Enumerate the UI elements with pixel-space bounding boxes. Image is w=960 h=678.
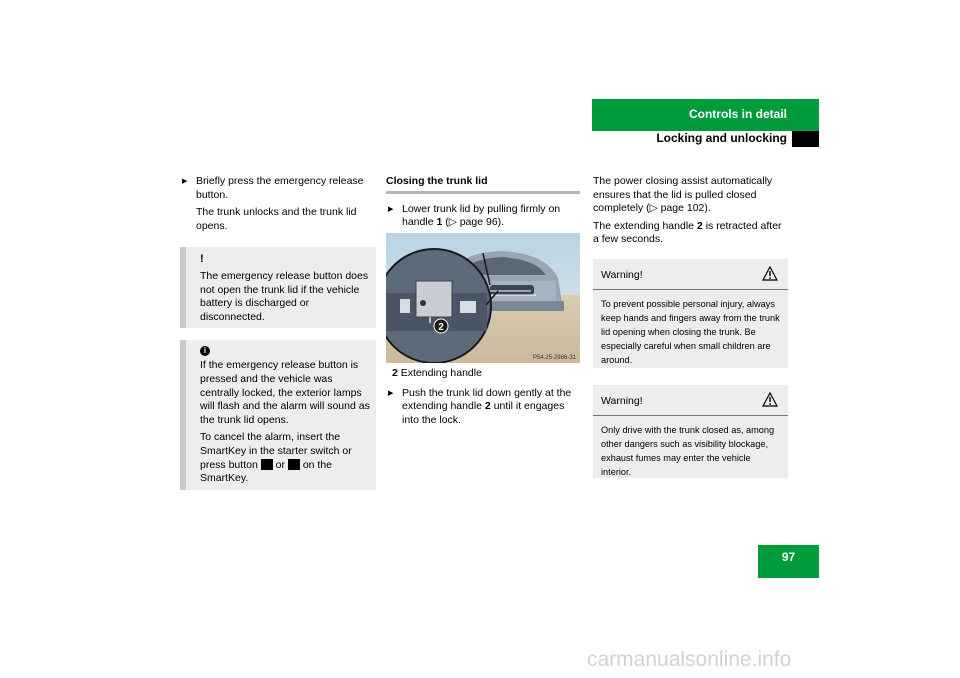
info-text-post: on the SmartKey.: [200, 458, 333, 485]
instruction-step: ▶ Briefly press the emergency release button.: [180, 175, 376, 202]
unlock-key-icon: [261, 459, 273, 470]
caution-mark-icon: !: [200, 253, 204, 266]
page-number: 97: [781, 550, 796, 564]
section-header-bar: [592, 99, 819, 131]
step-ref-number: 2: [484, 400, 491, 413]
trunk-handle-figure: [386, 233, 580, 363]
warning-text: To prevent possible personal injury, always keep hands and fingers away from the trunk lid opening when closing the trunk. Be especially careful when small children are around.: [601, 299, 780, 365]
header-marker: [792, 131, 819, 147]
info-text-pre: To cancel the alarm, insert the SmartKey in the starter switch or press button: [200, 431, 352, 471]
trunk-illustration: [386, 233, 580, 363]
warning-box-2: [593, 385, 788, 478]
figure-callout-2: 2: [438, 322, 444, 333]
caution-note: [180, 247, 376, 328]
column-2: [386, 175, 580, 230]
title-rule: [386, 191, 580, 194]
warning-header: [593, 259, 788, 290]
subsection-header-bar: [592, 131, 819, 147]
warning-label: Warning!: [601, 395, 643, 407]
paragraph: The power closing assist automatically ensures that the lid is pulled closed completely (▷ page 102).: [593, 175, 773, 215]
warning-text: Only drive with the trunk closed as, among other dangers such as visibility blockage, exhaust fumes may enter the vehicle interior.: [601, 425, 775, 477]
figure-code: P54.25-2986-31: [532, 355, 576, 361]
paragraph: [593, 220, 789, 247]
instruction-step: [386, 387, 580, 428]
info-note: [180, 340, 376, 489]
column-3: [593, 175, 789, 247]
lock-key-icon: [288, 459, 300, 470]
warning-triangle-icon: [762, 266, 778, 281]
column-2-lower: [386, 367, 580, 427]
column-1: [180, 175, 376, 490]
caption-text: Extending handle: [400, 367, 482, 379]
warning-box-1: [593, 259, 788, 368]
page-number-box: [758, 545, 819, 578]
figure-caption: [386, 367, 580, 381]
warning-header: [593, 385, 788, 416]
subsection-title: Locking and unlocking: [656, 131, 787, 145]
closing-section-title: Closing the trunk lid: [386, 175, 488, 187]
step-result: The trunk unlocks and the trunk lid opens.: [196, 206, 357, 232]
step-text: Lower trunk lid by pulling firmly on handle: [402, 202, 561, 229]
info-note-text: If the emergency release button is pressed and the vehicle was centrally locked, the exterior lamps will flash and the alarm will sound as the trunk lid opens.: [200, 359, 370, 426]
para-ref-number: 2: [696, 219, 703, 232]
watermark: carmanualsonline.info: [587, 648, 792, 671]
warning-triangle-icon: [762, 392, 778, 407]
info-icon: i: [200, 346, 210, 356]
page-reference: (▷ page 96).: [445, 216, 505, 229]
caption-number: 2: [392, 367, 398, 379]
step-ref-number: 1: [436, 216, 443, 229]
instruction-step: [386, 203, 580, 230]
section-title: Controls in detail: [688, 107, 787, 121]
para-text: The extending handle: [593, 219, 694, 232]
step-text: Push the trunk lid down gently at the extending handle: [402, 386, 572, 413]
info-text-or: or: [275, 458, 285, 471]
warning-label: Warning!: [601, 269, 643, 281]
caution-note-text: The emergency release button does not open the trunk lid if the vehicle battery is discharged or disconnected.: [200, 269, 369, 323]
info-note-text-2: [200, 431, 370, 485]
step-text-post: until it engages into the lock.: [402, 400, 565, 426]
para-text-post: is retracted after a few seconds.: [593, 219, 782, 246]
